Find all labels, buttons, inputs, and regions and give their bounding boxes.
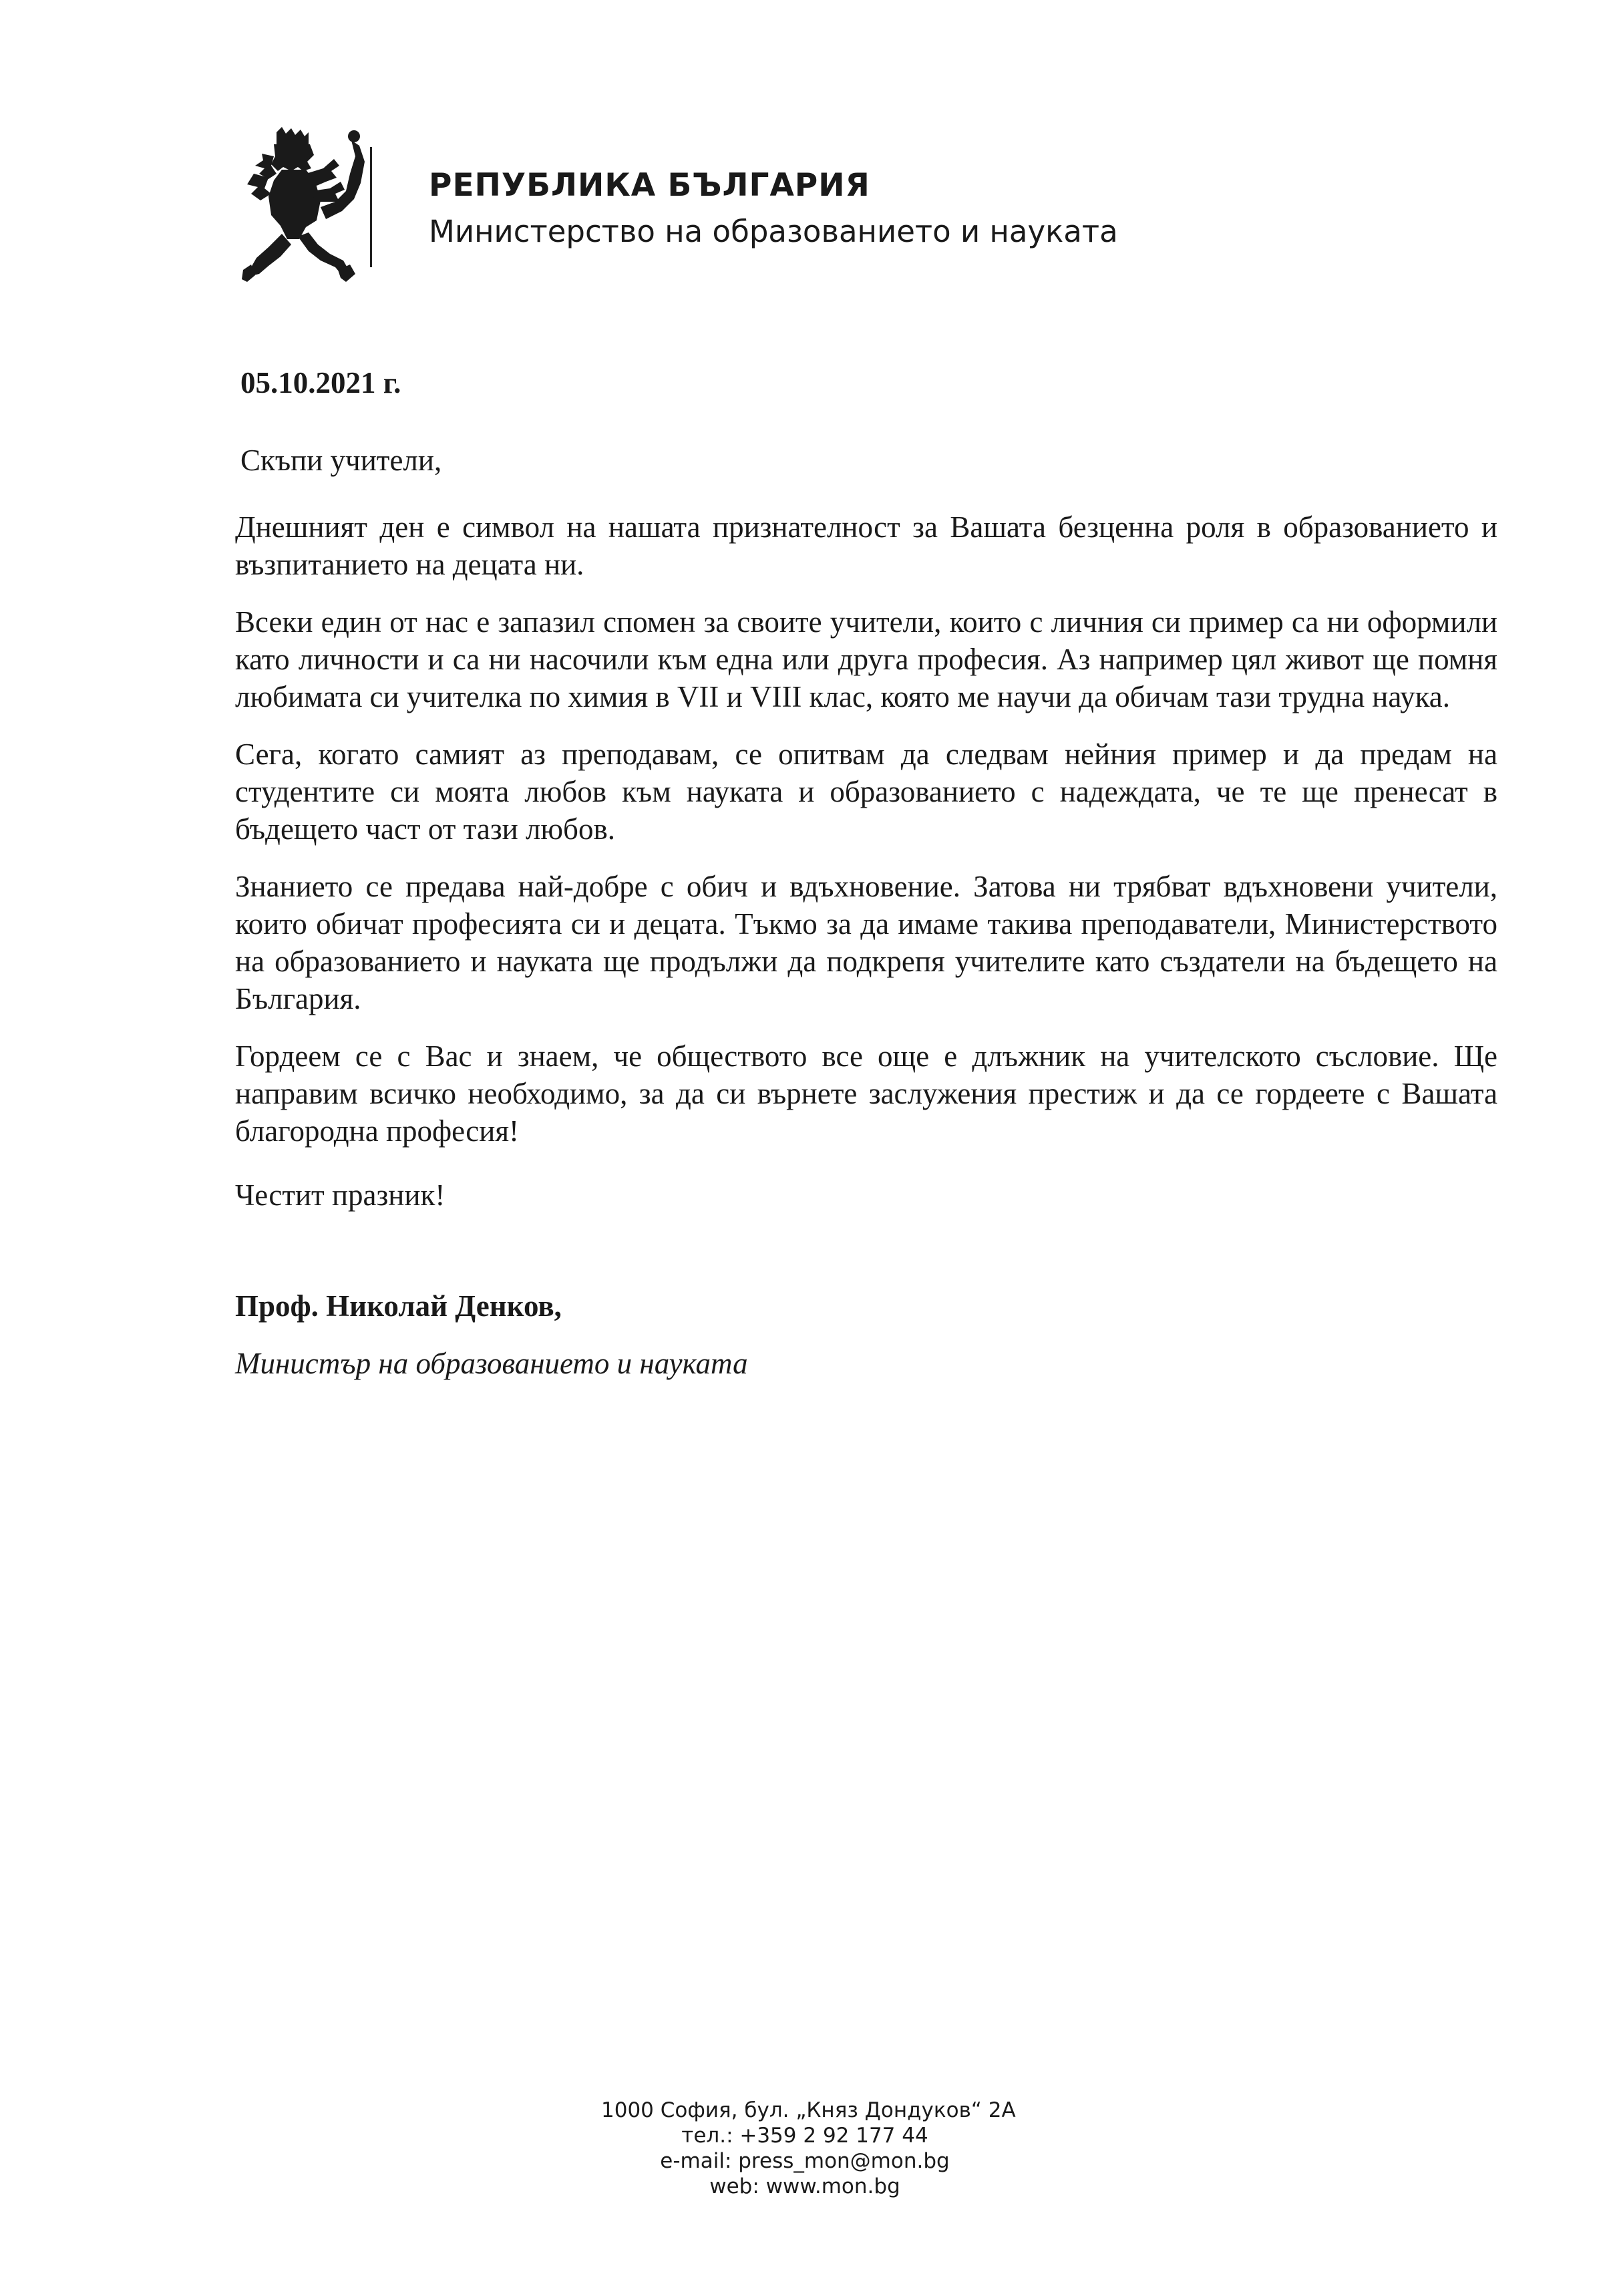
letter-footer: [601, 2098, 1016, 2199]
ministry-name: Министерство на образованието и науката: [429, 214, 1118, 249]
letter-date: 05.10.2021 г.: [240, 366, 401, 399]
footer-address: 1000 София, бул. „Княз Дондуков“ 2А: [601, 2098, 1016, 2122]
letter-greeting: Скъпи учители,: [240, 444, 442, 477]
letter-body: [235, 364, 1497, 1382]
footer-web: web: www.mon.bg: [709, 2174, 900, 2198]
republic-title: РЕПУБЛИКА БЪЛГАРИЯ: [429, 167, 870, 204]
footer-email: e-mail: press_mon@mon.bg: [660, 2149, 950, 2173]
lion-coat-of-arms-icon: [242, 127, 369, 287]
letter-paragraph: Всеки един от нас е запазил спомен за своите учители, които с личния си пример са ни оформили като личности и са ни насочили към една или друга професия. Аз например цял живот ще помня любимата си учителка по химия в VII и VIII клас, която ме научи да обичам тази трудна наука.: [235, 605, 1497, 713]
footer-phone: тел.: +359 2 92 177 44: [681, 2124, 928, 2148]
letter-paragraph: Днешният ден е символ на нашата признателност за Вашата безценна роля в образованието и възпитанието на децата ни.: [235, 510, 1497, 581]
letter-paragraph: Знанието се предава най-добре с обич и вдъхновение. Затова ни трябват вдъхновени учители, които обичат професията си и децата. Тъкмо за да имаме такива преподаватели, Министерството на образованието и науката ще продължи да подкрепя учителите като създатели на бъдещето на България.: [235, 870, 1497, 1015]
letter-closing: Честит празник!: [235, 1178, 445, 1212]
signer-name: Проф. Николай Денков,: [235, 1289, 562, 1323]
letterhead: [242, 127, 1244, 294]
letter-paragraph: Сега, когато самият аз преподавам, се опитвам да следвам нейния пример и да предам на студентите си моята любов към науката и образованието с надеждата, че те ще пренесат в бъдещето част от тази любов.: [235, 737, 1497, 846]
letter-paragraph: Гордеем се с Вас и знаем, че обществото все още е длъжник на учителското съсловие. Ще направим всичко необходимо, за да си върнете заслужения престиж и да се гордеете с Вашата благородна професия!: [235, 1039, 1497, 1148]
signer-title: Министър на образованието и науката: [235, 1347, 748, 1380]
letterhead-divider: [370, 147, 372, 267]
